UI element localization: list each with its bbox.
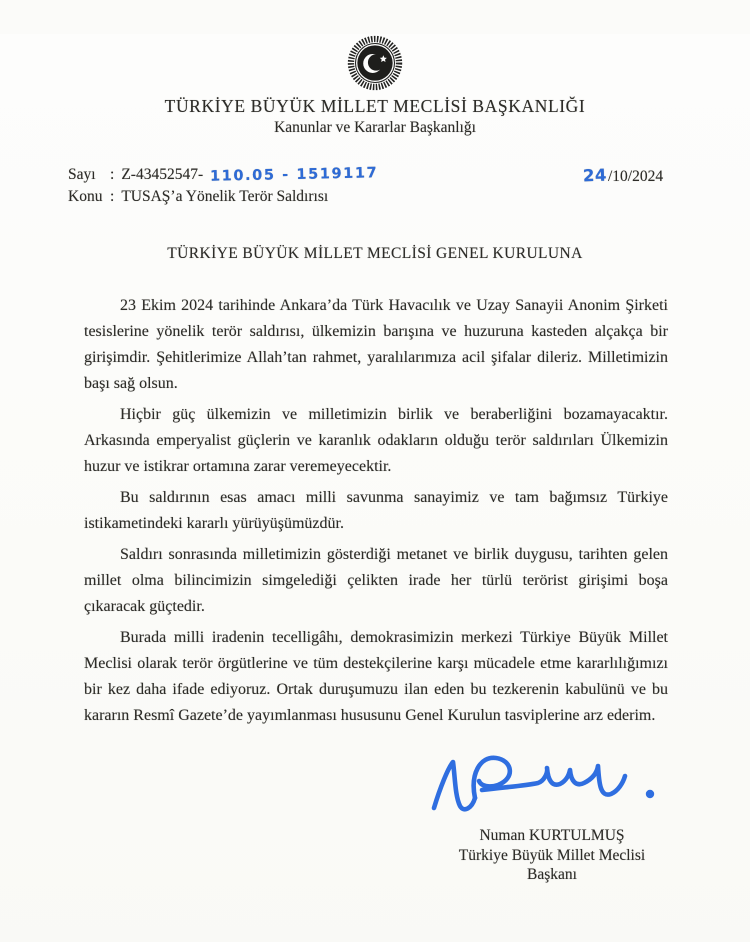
letter-date [583,165,663,188]
konu-label: Konu [68,188,103,205]
letter-meta [68,164,750,208]
signer-title-line2: Başkanı [527,866,577,883]
sayi-label: Sayı [68,166,96,183]
department-name: Kanunlar ve Kararlar Başkanlığı [274,119,476,136]
konu-colon: : [110,188,115,205]
letter-paragraph: Bu saldırının esas amacı milli savunma sanayimiz ve tam bağımsız Türkiye istikametindeki kararlı yürüyüşümüzdür. [84,489,668,532]
letter-paragraph: 23 Ekim 2024 tarihinde Ankara’da Türk Havacılık ve Uzay Sanayii Anonim Şirketi tesislerine yönelik terör saldırısı, ülkemizin barışına ve huzuruna kasteden alçakça bir girişimdir. Şehitlerimize Allah’tan rahmet, yaralılarımıza acil şifalar dileriz. Milletimizin başı sağ olsun. [84,297,668,392]
scanned-letter-page [0,34,750,942]
tbmm-emblem-icon [346,34,404,92]
letter-paragraph: Burada milli iradenin tecelligâhı, demokrasimizin merkezi Türkiye Büyük Millet Meclisi olarak terör örgütlerine ve tüm destekçilerine karşı mücadele etme kararlılığımızı bir kez daha ifade ediyoruz. Ortak duruşumuzu ilan eden bu tezkerenin kabulünü ve bu kararın Resmî Gazete’de yayımlanması hususunu Genel Kurulun tasviplerine arz ederim. [84,629,668,724]
konu-line [68,186,750,208]
handwritten-signature-icon [426,752,678,826]
sayi-number-handwritten: 110.05 - 1519117 [209,165,379,185]
date-day-handwritten: 24 [582,165,608,186]
addressee-title: TÜRKİYE BÜYÜK MİLLET MECLİSİ GENEL KURULUNA [167,245,583,262]
date-printed: /10/2024 [607,168,664,185]
signer-name: Numan KURTULMUŞ [479,827,625,844]
sayi-number-printed: Z-43452547- [121,166,204,183]
sayi-colon: : [110,166,115,183]
konu-value: TUSAŞ’a Yönelik Terör Saldırısı [121,188,329,205]
letter-paragraph: Saldırı sonrasında milletimizin gösterdiği metanet ve birlik duygusu, tarihten gelen millet olma bilincimizin simgelediği çelikten irade her türlü terörist girişimi boşa çıkaracak güçtedir. [84,546,668,615]
signature-block [396,752,708,885]
signer-title-line1: Türkiye Büyük Millet Meclisi [458,846,646,864]
letter-paragraph: Hiçbir güç ülkemizin ve milletimizin birlik ve beraberliğini bozamayacaktır. Arkasında emperyalist güçlerin ve karanlık odakların olduğu terör saldırıları Ülkemizin huzur ve istikrar ortamına zarar veremeyecektir. [84,406,668,475]
org-name: TÜRKİYE BÜYÜK MİLLET MECLİSİ BAŞKANLIĞI [164,96,586,116]
letter-body [84,293,668,729]
